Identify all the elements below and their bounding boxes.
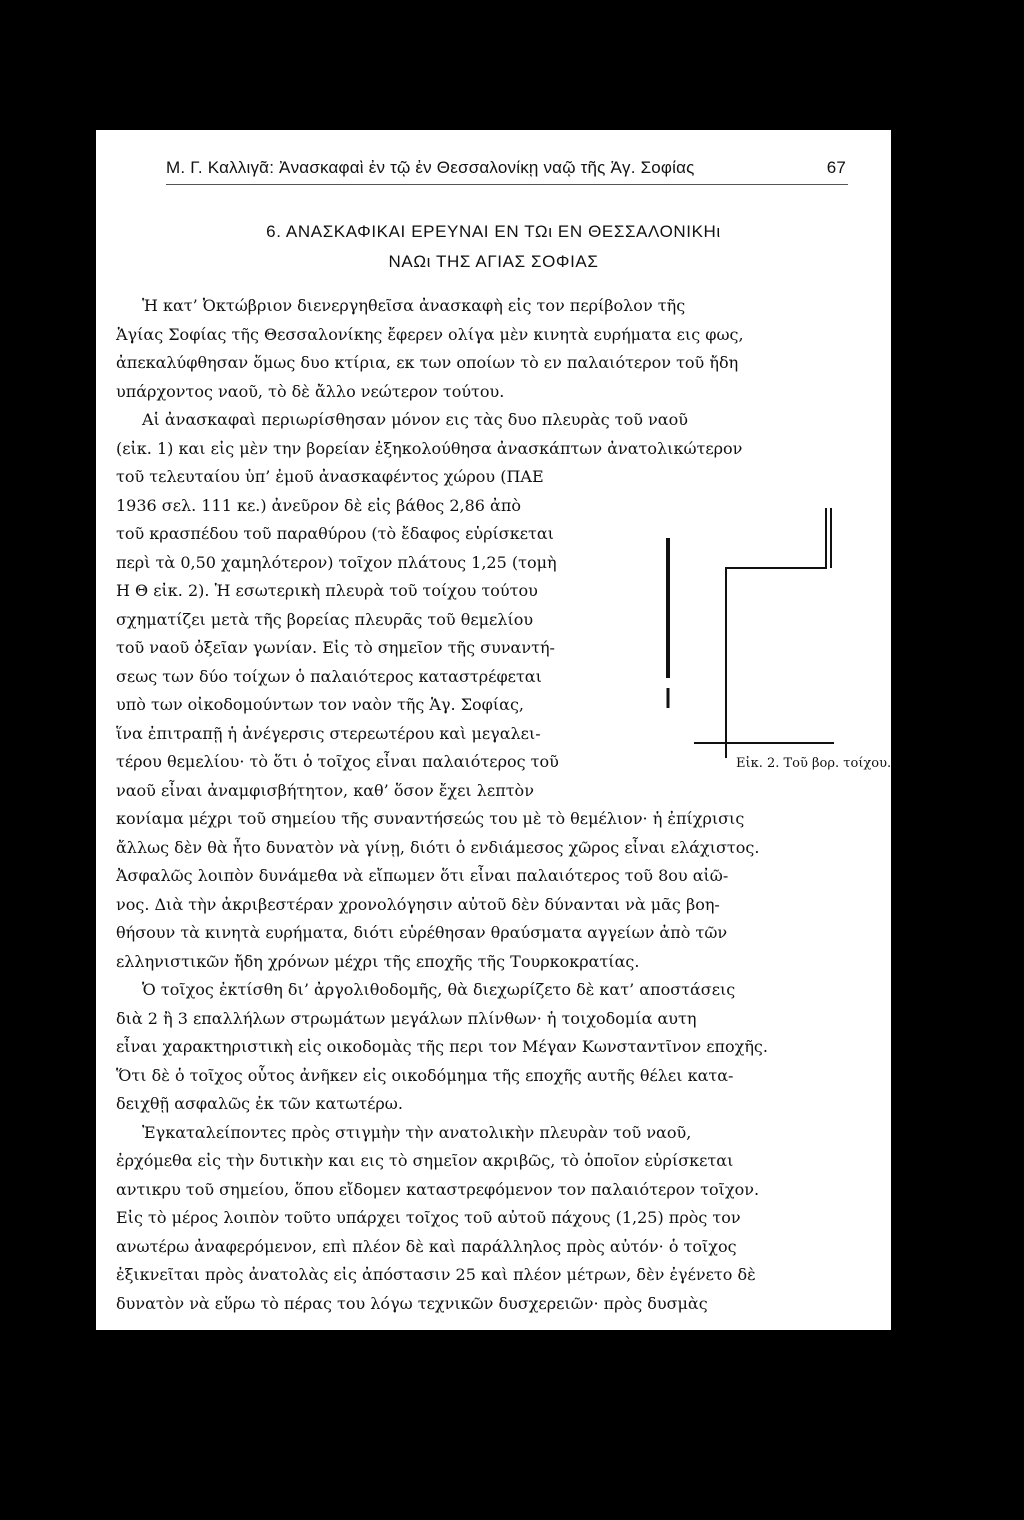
text-line: ἀπεκαλύφθησαν ὅμως δυο κτίρια, εκ των οποίων τὸ εν παλαιότερον τοῦ ἤδη [116,353,739,372]
text-line: (εἰκ. 1) και εἰς μὲν την βορείαν ἐξηκολούθησα ἀνασκάπτων ἀνατολικώτερον [116,438,743,458]
book-page [96,130,891,1330]
text-line: Ἁγίας Σοφίας τῆς Θεσσαλονίκης ἔφερεν ολίγα μὲν κινητὰ ευρήματα εις φως, [116,324,744,344]
text-line: εἶναι χαρακτηριστικὴ εἰς οικοδομὰς τῆς περι τον Μέγαν Κωνσταντῖνον εποχῆς. [116,1037,768,1056]
text-line: Ὅτι δὲ ὁ τοῖχος οὗτος ἀνῆκεν εἰς οικοδόμημα τῆς εποχῆς αυτῆς θέλει κατα- [116,1065,734,1085]
text-line: Αἱ ἀνασκαφαὶ περιωρίσθησαν μόνον εις τὰς δυο πλευρὰς τοῦ ναοῦ [142,410,688,429]
text-line: νος. Διὰ τὴν ἀκριβεστέραν χρονολόγησιν αὐτοῦ δὲν δύνανται νὰ μᾶς βοη- [116,894,720,914]
text-line: ανωτέρω ἀναφερόμενον, επὶ πλέον δὲ καὶ παράλληλος πρὸς αὐτόν· ὁ τοῖχος [116,1236,737,1256]
foundation-outline [726,508,826,758]
text-line: δυνατὸν νὰ εὕρω τὸ πέρας του λόγω τεχνικῶν δυσχερειῶν· πρὸς δυσμὰς [116,1293,708,1313]
header-rule [166,184,848,185]
section-title-line-1: 6. ΑΝΑΣΚΑΦΙΚΑΙ ΕΡΕΥΝΑΙ ΕΝ ΤΩι ΕΝ ΘΕΣΣΑΛΟΝΙΚΗι [266,222,721,241]
text-line: ελληνιστικῶν ἤδη χρόνων μέχρι τῆς εποχῆς τῆς Τουρκοκρατίας. [116,951,640,971]
running-head [166,158,846,178]
figure-caption: Εἰκ. 2. Τοῦ βορ. τοίχου. [736,756,892,771]
text-line: σεως των δύο τοίχων ὁ παλαιότερος καταστρέφεται [116,666,542,686]
section-title-line-2: ΝΑΩι ΤΗΣ ΑΓΙΑΣ ΣΟΦΙΑΣ [388,252,599,271]
text-line: κονίαμα μέχρι τοῦ σημείου τῆς συναντήσεώς του μὲ τὸ θεμέλιον· ἡ ἐπίχρισις [116,809,745,828]
text-line: περὶ τὰ 0,50 χαμηλότερον) τοῖχον πλάτους 1,25 (τομὴ [116,552,557,572]
text-line: τοῦ τελευταίου ὑπ’ ἐμοῦ ἀνασκαφέντος χώρου (ΠΑΕ [116,467,544,486]
section-rule [694,742,834,744]
text-line: τοῦ ναοῦ ὀξεῖαν γωνίαν. Εἰς τὸ σημεῖον τῆς συναντή- [116,638,555,657]
running-title: M. Γ. Καλλιγᾶ: Ἀνασκαφαὶ ἐν τῷ ἐν Θεσσαλονίκῃ ναῷ τῆς Ἁγ. Σοφίας [166,158,695,177]
text-line: διὰ 2 ἢ 3 επαλλήλων στρωμάτων μεγάλων πλίνθων· ἡ τοιχοδομία αυτη [116,1008,697,1028]
text-line: σχηματίζει μετὰ τῆς βορείας πλευρᾶς τοῦ θεμελίου [116,609,534,629]
text-line: 1936 σελ. 111 κε.) ἀνεῦρον δὲ εἰς βάθος 2,86 ἀπὸ [116,495,521,515]
text-line: Ἡ κατ’ Ὀκτώβριον διενεργηθεῖσα ἀνασκαφὴ εἰς τον περίβολον τῆς [142,296,686,315]
text-line: ναοῦ εἶναι ἀναμφισβήτητον, καθ’ ὅσον ἔχει λεπτὸν [116,780,534,800]
text-line: υπάρχοντος ναοῦ, τὸ δὲ ἄλλο νεώτερον τούτου. [116,381,505,401]
text-line: θήσουν τὰ κινητὰ ευρήματα, διότι εὑρέθησαν θραύσματα αγγείων ἀπὸ τῶν [116,923,728,942]
text-line: δειχθῇ ασφαλῶς ἐκ τῶν κατωτέρω. [116,1094,403,1113]
text-line: υπὸ των οἰκοδομούντων τον ναὸν τῆς Ἁγ. Σοφίας, [116,695,524,714]
text-line: ἄλλως δὲν θὰ ἦτο δυνατὸν νὰ γίνῃ, διότι ὁ ενδιάμεσος χῶρος εἶναι ελάχιστος. [116,837,760,857]
text-line: τέρου θεμελίου· τὸ ὅτι ὁ τοῖχος εἶναι παλαιότερος τοῦ [116,752,559,771]
text-line: ἐρχόμεθα εἰς τὴν δυτικὴν και εις τὸ σημεῖον ακριβῶς, τὸ ὁποῖον εὑρίσκεται [116,1151,734,1170]
text-line: Ὁ τοῖχος ἐκτίσθη δι’ ἀργολιθοδομῆς, θὰ διεχωρίζετο δὲ κατ’ αποστάσεις [142,980,736,999]
page-number: 67 [826,158,846,177]
text-line: αντικρυ τοῦ σημείου, ὅπου εἴδομεν καταστρεφόμενον τον παλαιότερον τοῖχον. [116,1179,760,1199]
text-line: Ἀσφαλῶς λοιπὸν δυνάμεθα νὰ εἴπωμεν ὅτι εἶναι παλαιότερος τοῦ 8ου αἰῶ- [116,866,729,885]
text-line: Η Θ εἰκ. 2). Ἡ εσωτερικὴ πλευρὰ τοῦ τοίχου τούτου [116,581,538,600]
text-line: τοῦ κρασπέδου τοῦ παραθύρου (τὸ ἔδαφος εὑρίσκεται [116,524,554,543]
text-line: ἐξικνεῖται πρὸς ἀνατολὰς εἰς ἀπόστασιν 25 καὶ πλέον μέτρων, δὲν ἐγένετο δὲ [116,1265,756,1284]
text-line: ἵνα ἐπιτραπῇ ἡ ἀνέγερσις στερεωτέρου καὶ μεγαλει- [116,723,541,743]
text-line: Ἐγκαταλείποντες πρὸς στιγμὴν τὴν ανατολικὴν πλευρὰν τοῦ ναοῦ, [142,1122,692,1142]
text-line: Εἰς τὸ μέρος λοιπὸν τοῦτο υπάρχει τοῖχος τοῦ αὐτοῦ πάχους (1,25) πρὸς τον [116,1208,741,1227]
wall-section-drawing [656,508,866,758]
